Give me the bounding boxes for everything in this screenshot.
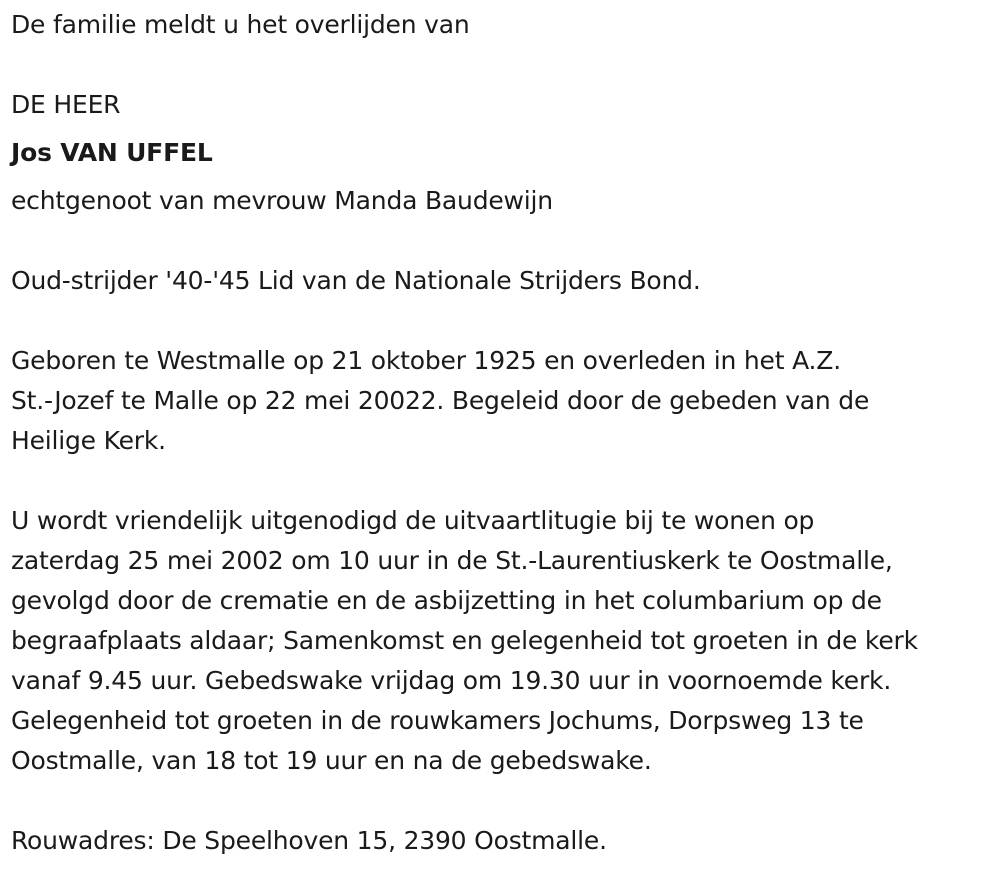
- veteran-text: Oud-strijder '40-'45 Lid van de Nationale Strijders Bond.: [11, 266, 701, 295]
- birth-line: Geboren te Westmalle op 21 oktober 1925 en overleden in het A.Z.: [11, 346, 841, 375]
- obituary-notice: [11, 5, 996, 861]
- funeral-line: gevolgd door de crematie en de asbijzetting in het columbarium op de: [11, 586, 882, 615]
- funeral-line: begraafplaats aldaar; Samenkomst en gelegenheid tot groeten in de kerk: [11, 626, 918, 655]
- mourning-address: Rouwadres: De Speelhoven 15, 2390 Oostmalle.: [11, 826, 607, 855]
- birth-paragraph: [11, 341, 996, 461]
- funeral-line: Gelegenheid tot groeten in de rouwkamers Jochums, Dorpsweg 13 te: [11, 706, 864, 735]
- funeral-line: Oostmalle, van 18 tot 19 uur en na de gebedswake.: [11, 746, 652, 775]
- funeral-line: zaterdag 25 mei 2002 om 10 uur in de St.-Laurentiuskerk te Oostmalle,: [11, 546, 893, 575]
- birth-line: Heilige Kerk.: [11, 426, 166, 455]
- spouse-text: echtgenoot van mevrouw Manda Baudewijn: [11, 186, 553, 215]
- deceased-name: Jos VAN UFFEL: [11, 138, 213, 167]
- intro-text: De familie meldt u het overlijden van: [11, 10, 470, 39]
- birth-line: St.-Jozef te Malle op 22 mei 20022. Begeleid door de gebeden van de: [11, 386, 870, 415]
- funeral-line: U wordt vriendelijk uitgenodigd de uitvaartlitugie bij te wonen op: [11, 506, 815, 535]
- funeral-line: vanaf 9.45 uur. Gebedswake vrijdag om 19.30 uur in voornoemde kerk.: [11, 666, 892, 695]
- funeral-paragraph: [11, 501, 996, 781]
- honorific-title: DE HEER: [11, 90, 121, 119]
